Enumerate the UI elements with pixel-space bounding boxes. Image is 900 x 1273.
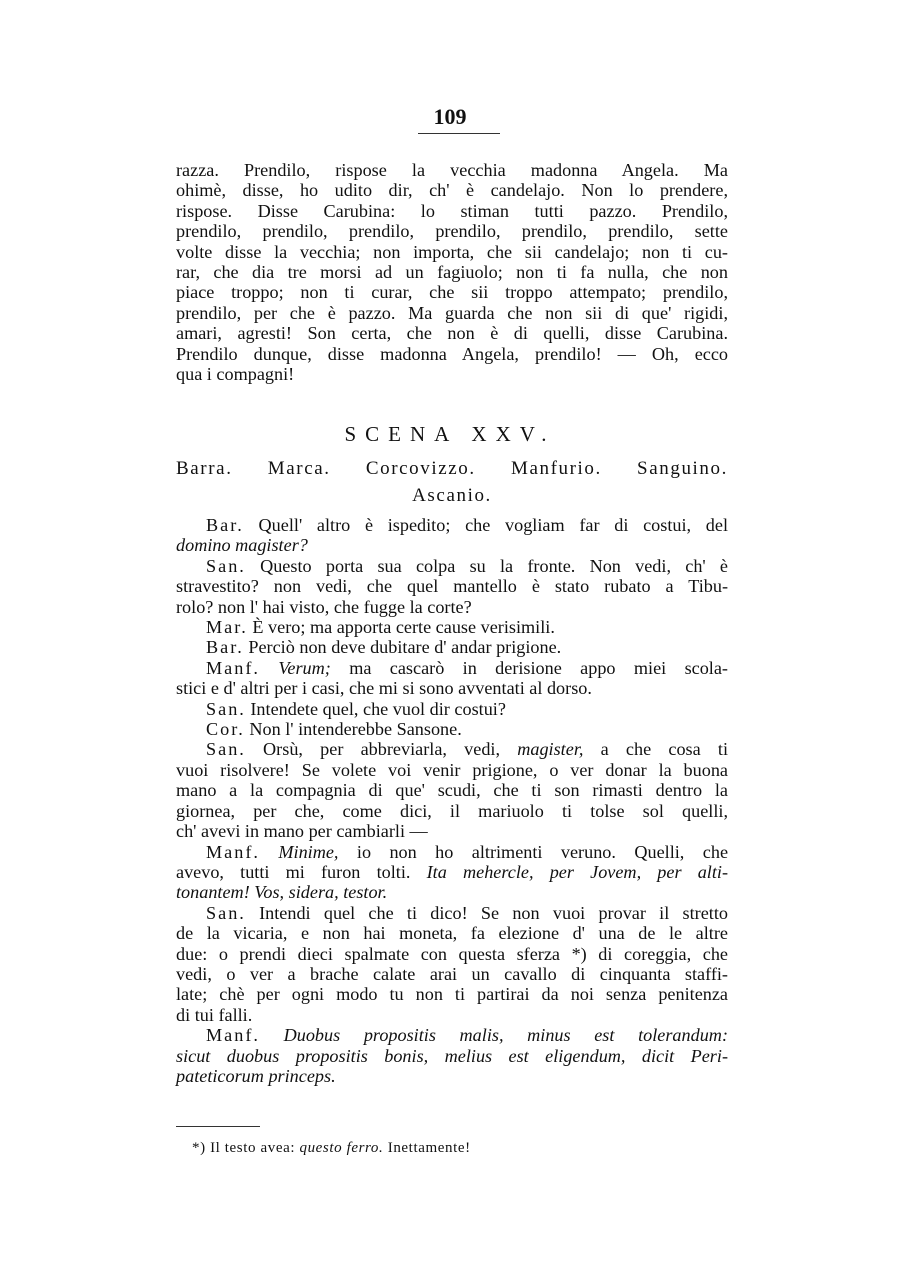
dialogue (176, 515, 728, 1086)
speaker: Manf. (206, 1025, 260, 1046)
dialogue-line: tonantem! Vos, sidera, testor. (176, 882, 388, 903)
text-line: razza. Prendilo, rispose la vecchia madonna Angela. Ma (176, 160, 728, 180)
text-line: amari, agresti! Son certa, che non è di quelli, disse Carubina. (176, 323, 728, 344)
header-rule (418, 133, 500, 134)
dialogue-line: de la vicaria, e non hai moneta, fa elezione d' una de le altre (176, 923, 728, 944)
footnote-mark: *) (192, 1140, 206, 1156)
dialogue-line: San. Intendi quel che ti dico! Se non vuoi provar il stretto (206, 902, 729, 923)
text-line: Prendilo dunque, disse madonna Angela, prendilo! — Oh, ecco (176, 343, 728, 364)
dialogue-line: Bar. Perciò non deve dubitare d' andar prigione. (206, 637, 562, 658)
page-number: 109 (433, 104, 467, 129)
dialogue-line: Manf. Duobus propositis malis, minus est tolerandum: (206, 1025, 728, 1046)
dialogue-line: mano a la compagnia di que' scudi, che ti son rimasti dentro la (176, 780, 728, 801)
text-line: rar, che dia tre morsi ad un fagiuolo; non ti fa nulla, che non (176, 262, 728, 283)
dialogue-line: Cor. Non l' intenderebbe Sansone. (206, 719, 462, 740)
dialogue-line: late; chè per ogni modo tu non ti partirai da noi senza penitenza (176, 984, 728, 1005)
text-line: prendilo, prendilo, prendilo, prendilo, prendilo, prendilo, sette (176, 221, 728, 242)
dialogue-line: Mar. È vero; ma apporta certe cause verisimili. (206, 617, 555, 638)
dialogue-line: stravestito? non vedi, che quel mantello è stato rubato a Tibu- (176, 576, 728, 597)
dialogue-line: Manf. Minime, io non ho altrimenti veruno. Quelli, che (206, 841, 729, 862)
speaker: San. (206, 555, 246, 576)
speaker: Cor. (206, 719, 245, 740)
cast-line: Ascanio. (412, 485, 492, 506)
opening-paragraph (176, 160, 728, 384)
text-line: rispose. Disse Carubina: lo stiman tutti pazzo. Prendilo, (176, 200, 728, 221)
speaker: Bar. (206, 515, 244, 535)
speaker: Bar. (206, 637, 244, 658)
speaker: Mar. (206, 617, 248, 638)
dialogue-line: pateticorum princeps. (176, 1065, 336, 1086)
dialogue-line: vedi, o ver a brache calate arai un cavallo di cinquanta staffi- (176, 963, 728, 984)
dialogue-line: San. Questo porta sua colpa su la fronte. Non vedi, ch' è (206, 555, 728, 576)
text-line: qua i compagni! (176, 364, 295, 385)
dialogue-line: ch' avevi in mano per cambiarli — (176, 821, 428, 842)
dialogue-line: stici e d' altri per i casi, che mi si sono avventati al dorso. (176, 678, 592, 699)
text-line: piace troppo; non ti curar, che sii troppo attempato; prendilo, (176, 282, 728, 303)
text-line: ohimè, disse, ho udito dir, ch' è candelajo. Non lo prendere, (176, 180, 728, 201)
dialogue-line: San. Intendete quel, che vuol dir costui? (206, 698, 506, 719)
dialogue-line: di tui falli. (176, 1004, 253, 1025)
speaker: Manf. (206, 657, 260, 678)
speaker: San. (206, 739, 246, 760)
footnote: *) Il testo avea: questo ferro. Inettamente! (192, 1140, 471, 1156)
dialogue-line: vuoi risolvere! Se volete voi venir prigione, o ver donar la buona (176, 759, 728, 780)
dialogue-line: due: o prendi dieci spalmate con questa sferza *) di coreggia, che (176, 943, 728, 964)
text-line: prendilo, per che è pazzo. Ma guarda che non sii di que' rigidi, (176, 302, 728, 323)
dialogue-line: sicut duobus propositis bonis, melius est eligendum, dicit Peri- (176, 1045, 728, 1066)
text-line: volte disse la vecchia; non importa, che sii candelajo; non ti cu- (176, 241, 728, 262)
speaker: San. (206, 902, 246, 923)
scene-heading: SCENA XXV. (344, 422, 556, 446)
dialogue-line: San. Orsù, per abbreviarla, vedi, magister, a che cosa ti (206, 739, 729, 760)
cast-line: Barra. Marca. Corcovizzo. Manfurio. Sanguino. (176, 458, 728, 479)
dialogue-line: Bar. Quell' altro è ispedito; che vogliam far di costui, del (206, 515, 729, 535)
speaker: Manf. (206, 841, 260, 862)
cast-list (176, 455, 728, 509)
dialogue-line: giornea, per che, come dici, il mariuolo ti tolse sol quelli, (176, 800, 728, 821)
footnote-rule (176, 1126, 260, 1127)
dialogue-line: rolo? non l' hai visto, che fugge la corte? (176, 596, 472, 617)
dialogue-line: avevo, tutti mi furon tolti. Ita mehercle, per Jovem, per alti- (176, 861, 729, 882)
dialogue-line: Manf. Verum; ma cascarò in derisione appo miei scola- (206, 657, 728, 678)
speaker: San. (206, 698, 246, 719)
dialogue-line: domino magister? (176, 535, 308, 556)
